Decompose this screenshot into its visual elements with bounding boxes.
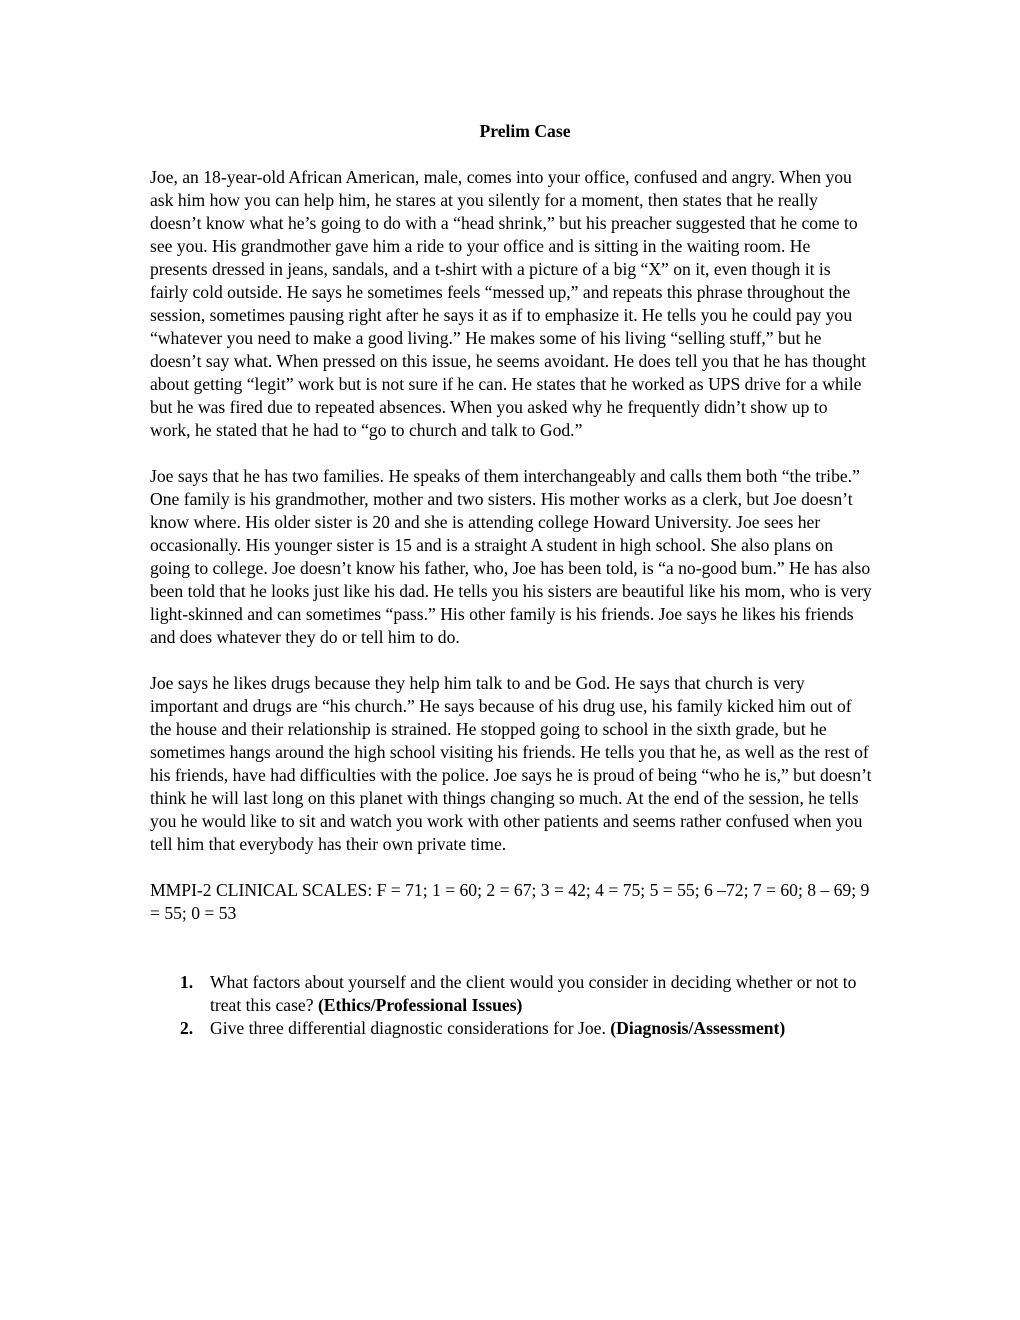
document-page (150, 120, 872, 1040)
mmpi-scales: MMPI-2 CLINICAL SCALES: F = 71; 1 = 60; 2 = 67; 3 = 42; 4 = 75; 5 = 55; 6 –72; 7 = 60; 8 – 69; 9 = 55; 0 = 53 (150, 880, 870, 923)
question-number: 1. (180, 972, 194, 992)
question-text: Give three differential diagnostic considerations for Joe. (210, 1018, 611, 1038)
question-text: What factors about yourself and the client would you consider in deciding whether or not to treat this case? (210, 972, 857, 1015)
question-item (150, 1017, 872, 1040)
case-paragraph-2: Joe says that he has two families. He speaks of them interchangeably and calls them both “the tribe.” One family is his grandmother, mother and two sisters. His mother works as a clerk, but Joe doesn’t know where. His older sister is 20 and she is attending college Howard University. Joe sees her occasionally. His younger sister is 15 and is a straight A student in high school. She also plans on going to college. Joe doesn’t know his father, who, Joe has been told, is “a no-good bum.” He has also been told that he looks just like his dad. He tells you his sisters are beautiful like his mom, who is very light-skinned and can sometimes “pass.” His other family is his friends. Joe says he likes his friends and does whatever they do or tell him to do. (150, 466, 872, 647)
case-paragraph-3: Joe says he likes drugs because they help him talk to and be God. He says that church is very important and drugs are “his church.” He says because of his drug use, his family kicked him out of the house and their relationship is strained. He stopped going to school in the sixth grade, but he sometimes hangs around the high school visiting his friends. He tells you that he, as well as the rest of his friends, have had difficulties with the police. Joe says he is proud of being “who he is,” but doesn’t think he will last long on this planet with things changing so much. At the end of the session, he tells you he would like to sit and watch you work with other patients and seems rather confused when you tell him that everybody has their own private time. (150, 673, 872, 854)
question-item (150, 971, 872, 1017)
question-number: 2. (180, 1018, 194, 1038)
question-list (150, 971, 872, 1040)
question-category: (Ethics/Professional Issues) (317, 995, 523, 1015)
document-title: Prelim Case (479, 121, 571, 141)
case-paragraph-1: Joe, an 18-year-old African American, male, comes into your office, confused and angry. When you ask him how you can help him, he stares at you silently for a moment, then states that he really doesn’t know what he’s going to do with a “head shrink,” but his preacher suggested that he come to see you. His grandmother gave him a ride to your office and is sitting in the waiting room. He presents dressed in jeans, sandals, and a t-shirt with a picture of a big “X” on it, even though it is fairly cold outside. He says he sometimes feels “messed up,” and repeats this phrase throughout the session, sometimes pausing right after he says it as if to emphasize it. He tells you he could pay you “whatever you need to make a good living.” He makes some of his living “selling stuff,” but he doesn’t say what. When pressed on this issue, he seems avoidant. He does tell you that he has thought about getting “legit” work but is not sure if he can. He states that he worked as UPS drive for a while but he was fired due to repeated absences. When you asked why he frequently didn’t show up to work, he stated that he had to “go to church and talk to God.” (150, 167, 867, 440)
question-category: (Diagnosis/Assessment) (610, 1018, 786, 1038)
